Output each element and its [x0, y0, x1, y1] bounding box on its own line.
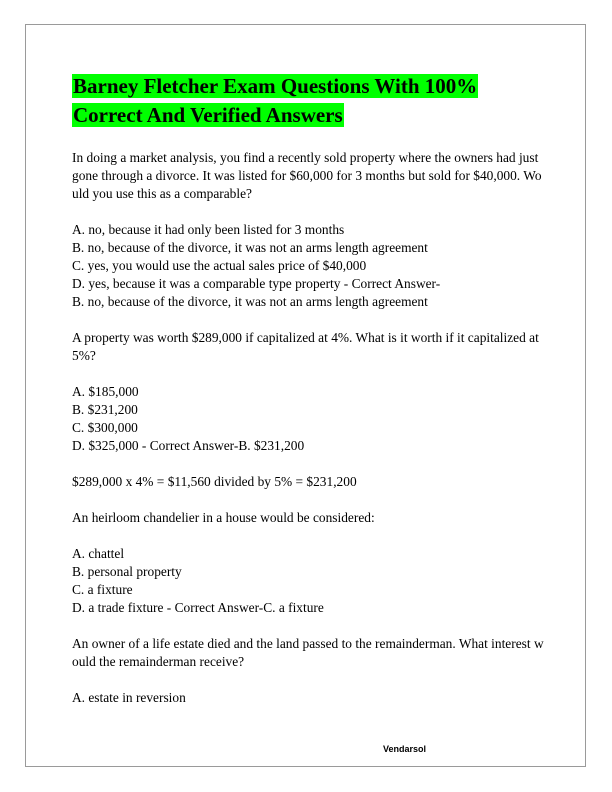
question-1-answer: B. no, because of the divorce, it was not an arms length agreement — [72, 294, 428, 309]
question-2-explanation: $289,000 x 4% = $11,560 divided by 5% = $231,200 — [72, 474, 357, 489]
question-1-prompt: In doing a market analysis, you find a recently sold property where the owners had just gone through a divorce. It was listed for $60,000 for 3 months but sold for $40,000. Would you use this as a comparable? — [72, 150, 542, 201]
question-3-option-c: C. a fixture — [72, 582, 133, 597]
question-2-prompt: A property was worth $289,000 if capitalized at 4%. What is it worth if it capitalized at 5%? — [72, 330, 539, 363]
question-3-prompt: An heirloom chandelier in a house would be considered: — [72, 510, 375, 525]
question-1-option-d: D. yes, because it was a comparable type property - Correct Answer- — [72, 276, 441, 291]
title-block — [72, 73, 542, 131]
question-1-option-a: A. no, because it had only been listed for 3 months — [72, 222, 345, 237]
question-3-option-a: A. chattel — [72, 546, 125, 561]
question-1-option-c: C. yes, you would use the actual sales price of $40,000 — [72, 258, 367, 273]
question-3-option-b: B. personal property — [72, 564, 182, 579]
question-2-option-d: D. $325,000 - Correct Answer-B. $231,200 — [72, 438, 305, 453]
footer-brand: Vendarsol — [383, 744, 427, 754]
question-4-option-a: A. estate in reversion — [72, 690, 186, 705]
question-1-option-b: B. no, because of the divorce, it was not an arms length agreement — [72, 240, 428, 255]
question-3-option-d: D. a trade fixture - Correct Answer-C. a fixture — [72, 600, 324, 615]
question-2-option-a: A. $185,000 — [72, 384, 139, 399]
question-2-option-c: C. $300,000 — [72, 420, 138, 435]
document-title: Barney Fletcher Exam Questions With 100% Correct And Verified Answers — [73, 74, 478, 127]
question-2-option-b: B. $231,200 — [72, 402, 138, 417]
document-body — [72, 73, 544, 707]
question-4-prompt: An owner of a life estate died and the land passed to the remainderman. What interest would the remainderman receive? — [72, 636, 544, 669]
